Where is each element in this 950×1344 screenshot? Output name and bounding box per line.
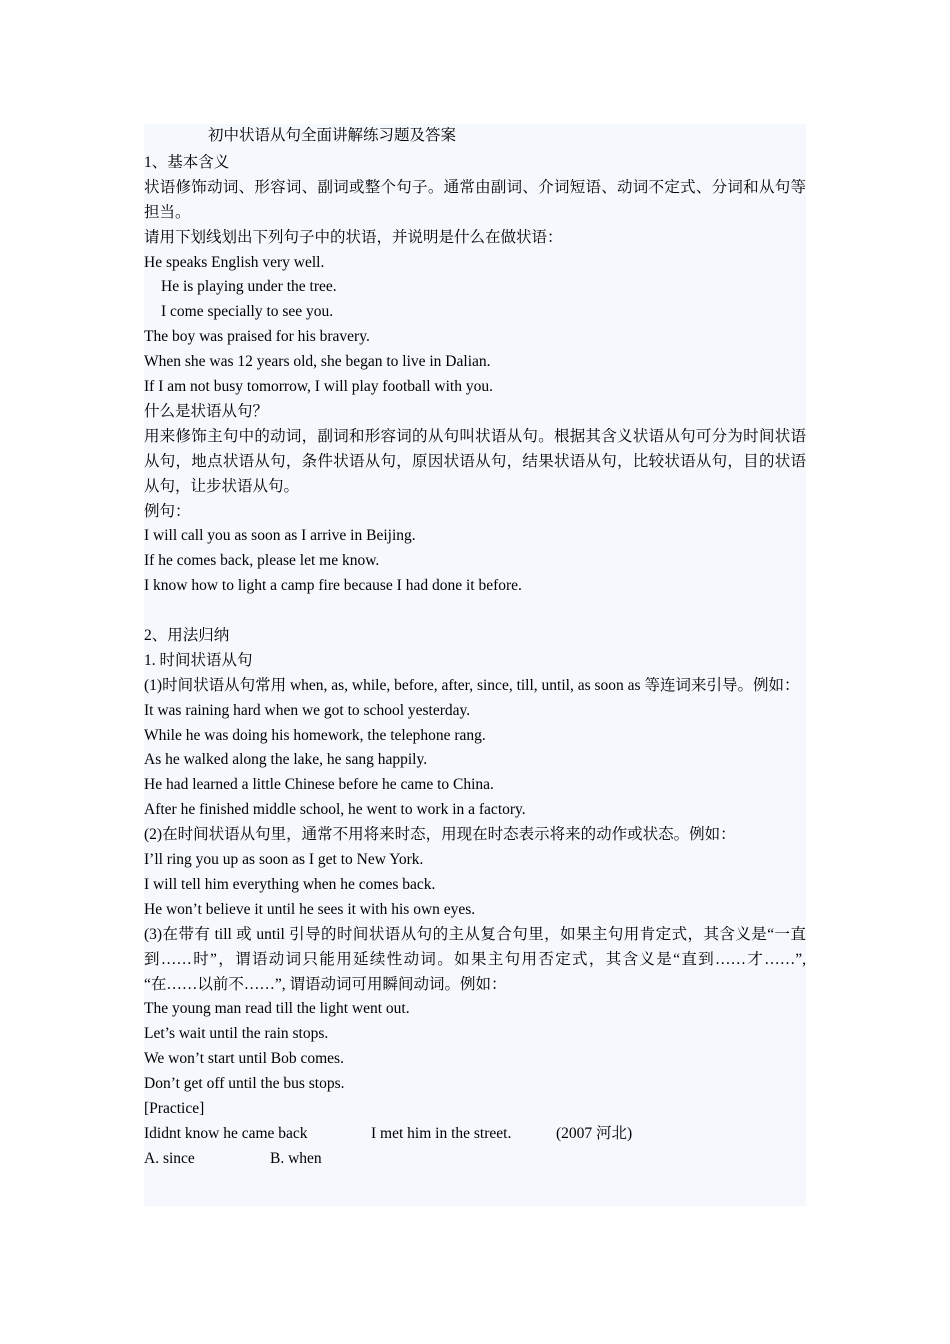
example-sentence: I know how to light a camp fire because I had done it before.: [144, 577, 522, 595]
example-sentence: He speaks English very well.: [144, 253, 325, 271]
example-sentence: He is playing under the tree.: [161, 278, 337, 296]
example-sentence: I come specially to see you.: [161, 303, 334, 321]
task-instruction: 请用下划线划出下列句子中的状语，并说明是什么在做状语：: [144, 228, 563, 246]
example-sentence: Let’s wait until the rain stops.: [144, 1025, 329, 1043]
example-sentence: It was raining hard when we got to school yesterday.: [144, 701, 471, 719]
rule-paragraph-1: (1)时间状语从句常用 when, as, while, before, after, since, till, until, as soon as 等连词来引导。例如：: [144, 676, 800, 694]
practice-question-part-a: Ididnt know he came back: [144, 1124, 308, 1142]
practice-question-part-b: I met him in the street.: [371, 1124, 512, 1142]
example-sentence: If I am not busy tomorrow, I will play football with you.: [144, 378, 493, 396]
section-1-heading: 1、基本含义: [144, 154, 230, 171]
option-b: B. when: [270, 1149, 322, 1167]
example-sentence: He won’t believe it until he sees it with his own eyes.: [144, 900, 476, 918]
option-a: A. since: [144, 1149, 195, 1167]
section-2-heading: 2、用法归纳: [144, 627, 230, 644]
example-sentence: I will call you as soon as I arrive in Beijing.: [144, 527, 416, 545]
practice-options: [144, 1147, 806, 1172]
example-sentence: When she was 12 years old, she began to live in Dalian.: [144, 353, 491, 371]
document-title: 初中状语从句全面讲解练习题及答案: [208, 127, 457, 144]
example-label: 例句：: [144, 502, 191, 520]
rule-paragraph-3: (3)在带有 till 或 until 引导的时间状语从句的主从复合句里，如果主句用肯定式，其含义是“一直到……时”，谓语动词只能用延续性动词。如果主句用否定式，其含义是“直到……才……”, “在……以前不……”, 谓语动词可用瞬间动词。例如：: [144, 925, 806, 993]
example-sentence: As he walked along the lake, he sang happily.: [144, 751, 428, 769]
blank-line: [144, 599, 806, 624]
example-sentence: Don’t get off until the bus stops.: [144, 1075, 345, 1093]
explanation-paragraph: 用来修饰主句中的动词，副词和形容词的从句叫状语从句。根据其含义状语从句可分为时间状语从句，地点状语从句，条件状语从句，原因状语从句，结果状语从句，比较状语从句，目的状语从句，让步状语从句。: [144, 427, 806, 495]
practice-question-source: (2007 河北): [556, 1124, 633, 1142]
document-body: [144, 124, 806, 1172]
practice-label: [Practice]: [144, 1100, 205, 1117]
practice-question: [144, 1122, 806, 1147]
question-heading: 什么是状语从句？: [144, 402, 269, 420]
example-sentence: I will tell him everything when he comes back.: [144, 875, 436, 893]
example-sentence: He had learned a little Chinese before he came to China.: [144, 776, 494, 794]
example-sentence: While he was doing his homework, the telephone rang.: [144, 726, 486, 744]
example-sentence: We won’t start until Bob comes.: [144, 1050, 344, 1068]
definition-paragraph: 状语修饰动词、形容词、副词或整个句子。通常由副词、介词短语、动词不定式、分词和从句等担当。: [144, 178, 806, 221]
example-sentence: The young man read till the light went out.: [144, 1000, 410, 1018]
example-sentence: If he comes back, please let me know.: [144, 552, 380, 570]
subsection-heading: 1. 时间状语从句: [144, 651, 253, 669]
example-sentence: After he finished middle school, he went to work in a factory.: [144, 801, 526, 819]
example-sentence: The boy was praised for his bravery.: [144, 328, 370, 346]
rule-paragraph-2: (2)在时间状语从句里，通常不用将来时态，用现在时态表示将来的动作或状态。例如：: [144, 826, 736, 844]
example-sentence: I’ll ring you up as soon as I get to New York.: [144, 851, 424, 869]
